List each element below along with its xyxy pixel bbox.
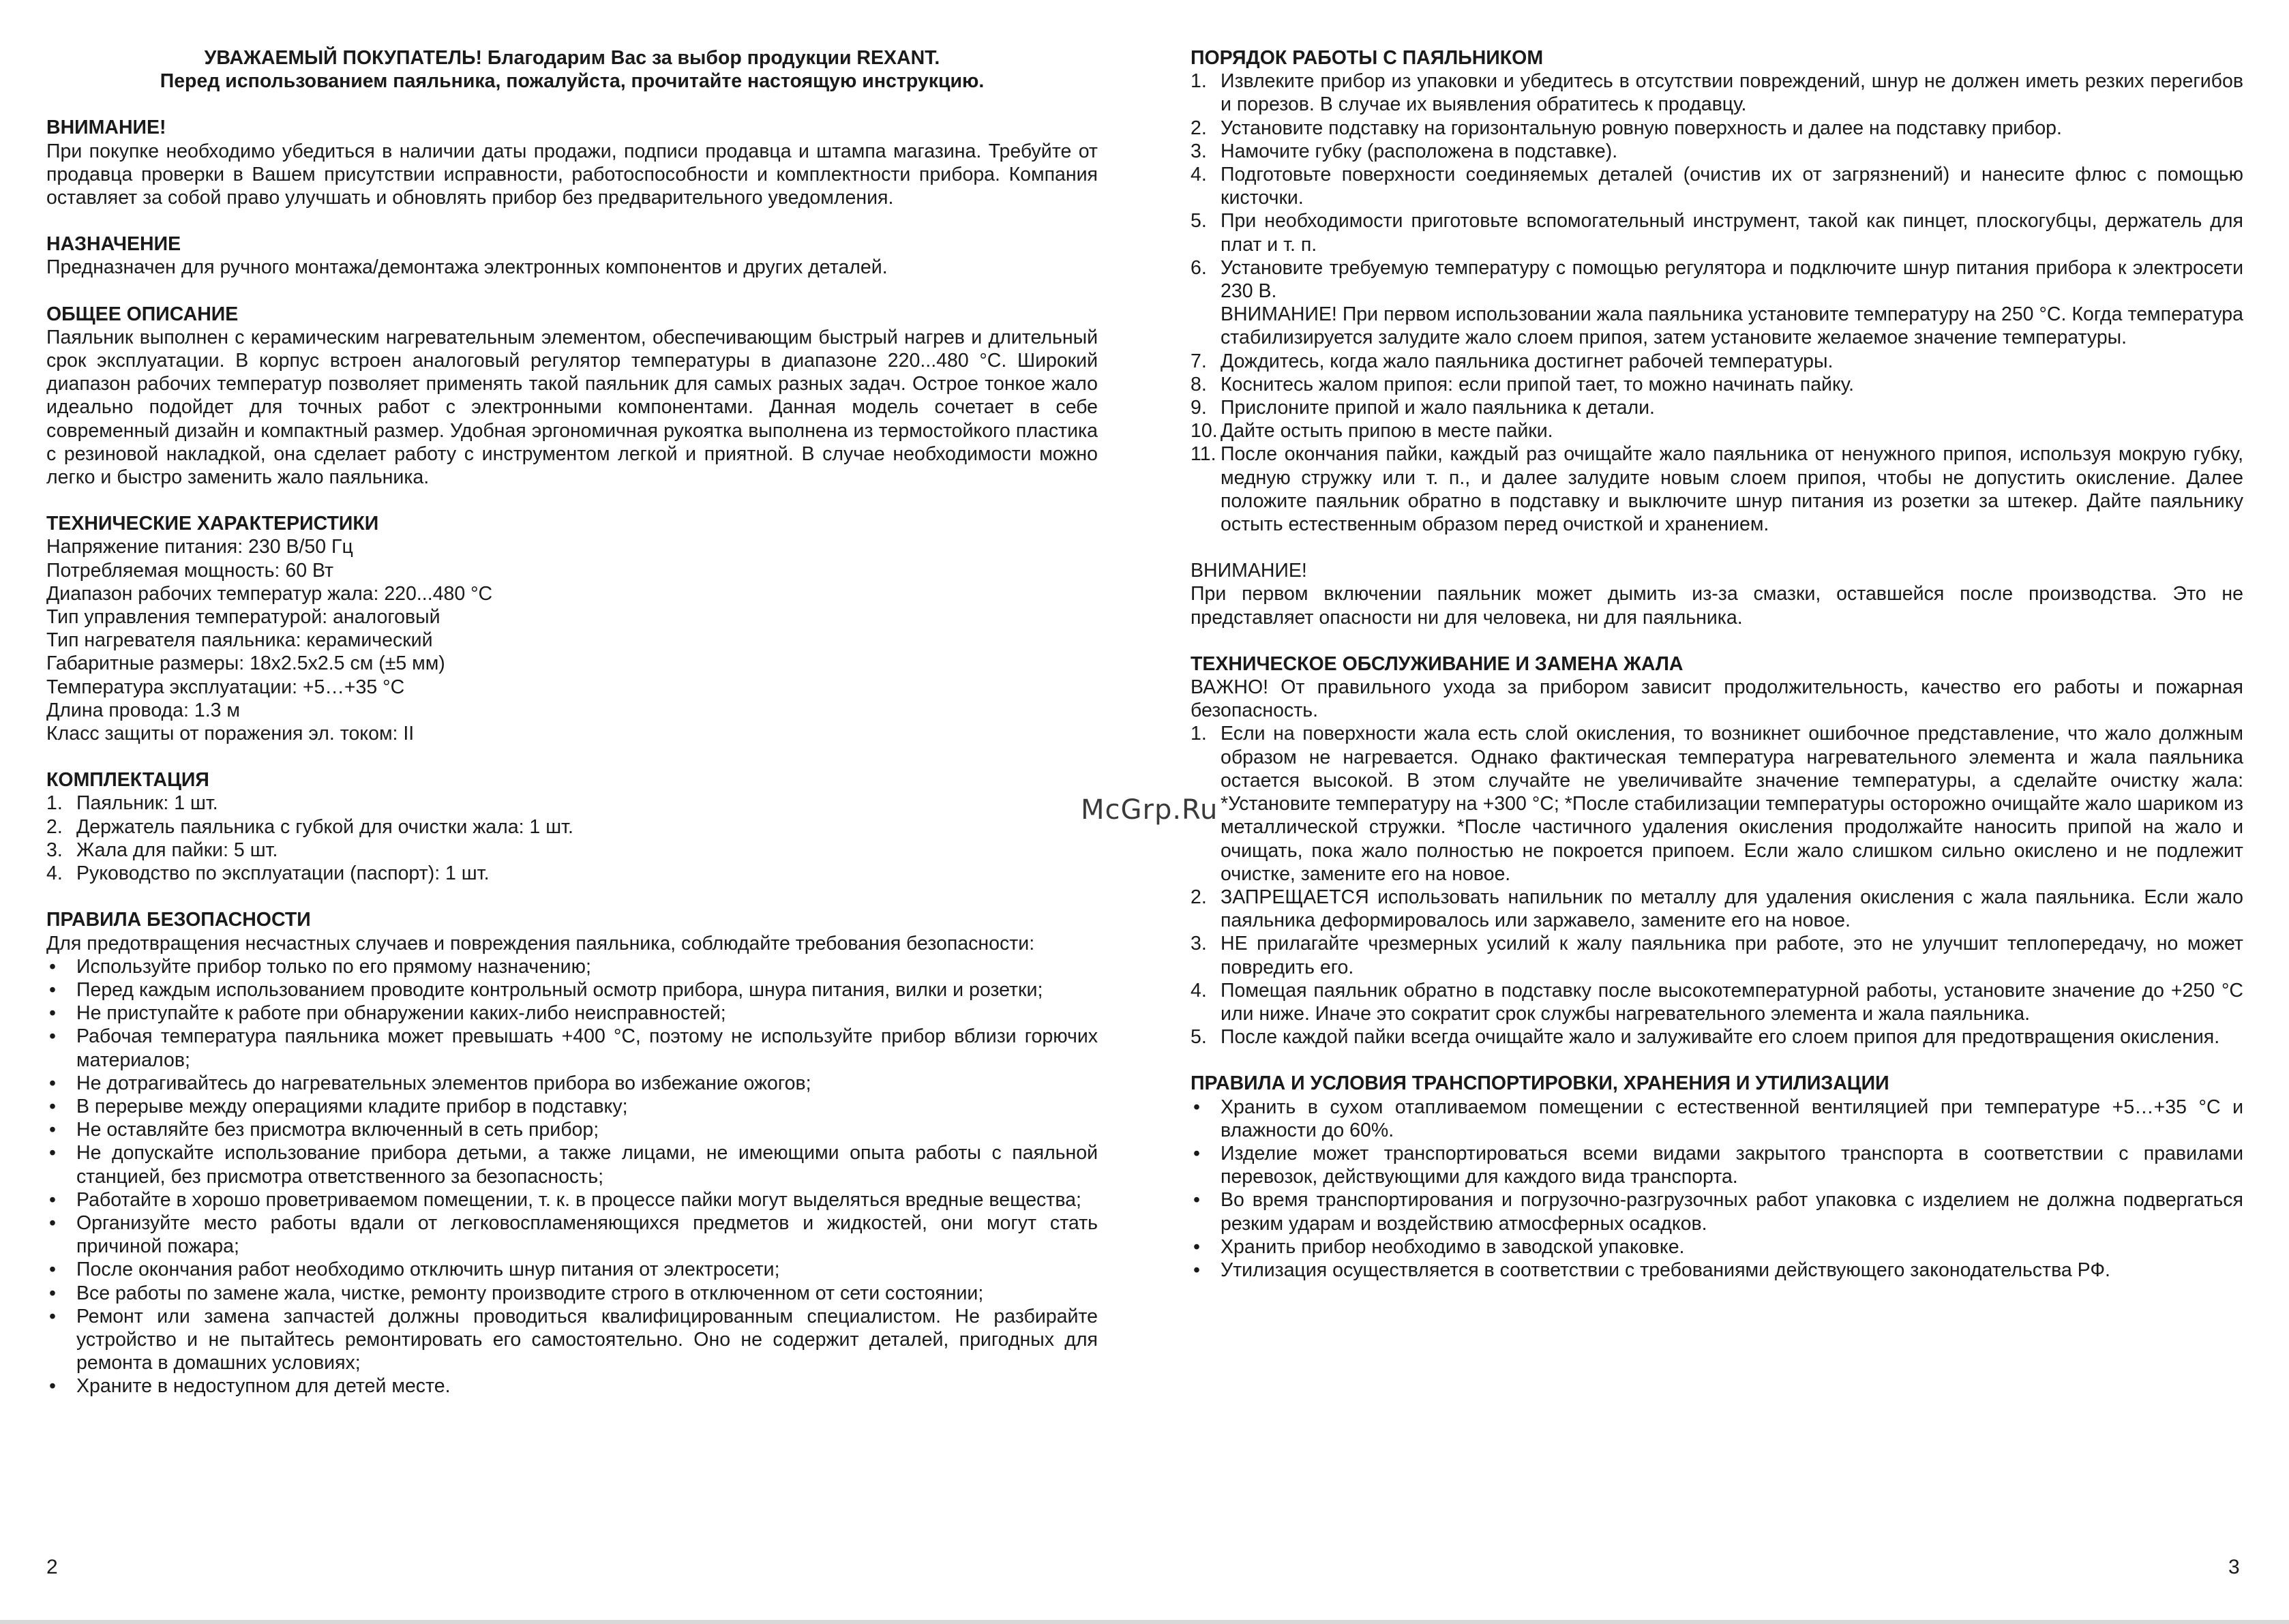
transport-item	[1191, 1259, 2243, 1282]
list-number: 6.	[1191, 256, 1207, 279]
intro-heading	[46, 46, 1098, 93]
maintenance-item	[1191, 932, 2243, 978]
procedure-step	[1191, 209, 2243, 256]
bullet-icon: •	[49, 1002, 56, 1025]
bottom-divider	[0, 1620, 2289, 1624]
transport-item-text: Хранить прибор необходимо в заводской упаковке.	[1221, 1235, 1685, 1258]
attention-section	[46, 116, 1098, 209]
spec-item: Тип управления температурой: аналоговый	[46, 606, 440, 629]
procedure-step-text: Подготовьте поверхности соединяемых деталей (очистив их от загрязнений) и нанесите флюс с помощью кисточки.	[1221, 164, 2243, 209]
procedure-list	[1191, 70, 2243, 536]
bullet-icon: •	[49, 1212, 56, 1234]
safety-item-text: Храните в недоступном для детей месте.	[76, 1375, 451, 1398]
safety-item	[46, 978, 1098, 1002]
kit-item-text: Руководство по эксплуатации (паспорт): 1 шт.	[76, 862, 490, 885]
procedure-step-text: Прислоните припой и жало паяльника к детали.	[1221, 397, 1655, 419]
safety-item	[46, 955, 1098, 978]
safety-item	[46, 1282, 1098, 1305]
bullet-icon: •	[49, 1119, 56, 1141]
safety-item-text: Перед каждым использованием проводите контрольный осмотр прибора, шнура питания, вилки и розетки;	[76, 978, 1043, 1001]
bullet-icon: •	[49, 1282, 56, 1304]
procedure-step	[1191, 419, 2243, 442]
list-number: 2.	[46, 815, 63, 838]
bullet-icon: •	[1193, 1259, 1200, 1281]
safety-item	[46, 1072, 1098, 1095]
list-number: 5.	[1191, 210, 1207, 232]
bullet-icon: •	[49, 1095, 56, 1117]
kit-list	[46, 792, 1098, 885]
list-number: 9.	[1191, 397, 1207, 419]
bullet-icon: •	[1193, 1189, 1200, 1212]
bullet-icon: •	[49, 1259, 56, 1281]
maintenance-item	[1191, 979, 2243, 1025]
safety-item	[46, 1258, 1098, 1281]
list-number: 1.	[46, 792, 63, 815]
spec-item: Диапазон рабочих температур жала: 220...480 °С	[46, 582, 493, 605]
transport-item	[1191, 1142, 2243, 1188]
maintenance-intro: ВАЖНО! От правильного ухода за прибором зависит продолжительность, качество его работы и пожарная безопасность.	[1191, 676, 2243, 722]
spec-item: Длина провода: 1.3 м	[46, 699, 240, 721]
safety-item	[46, 1374, 1098, 1398]
purpose-title: НАЗНАЧЕНИЕ	[46, 233, 181, 256]
safety-item-text: Работайте в хорошо проветриваемом помещении, т. к. в процессе пайки могут выделяться вредные вещества;	[76, 1188, 1081, 1211]
kit-item	[46, 839, 1098, 862]
general-description-title: ОБЩЕЕ ОПИСАНИЕ	[46, 303, 239, 325]
list-number: 3.	[46, 839, 63, 861]
list-number: 2.	[1191, 886, 1207, 908]
safety-item-text: Используйте прибор только по его прямому назначению;	[76, 955, 591, 978]
attention2-section	[1191, 559, 2243, 629]
transport-item	[1191, 1188, 2243, 1235]
page-number-left: 2	[46, 1556, 58, 1578]
safety-item-text: После окончания работ необходимо отключить шнур питания от электросети;	[76, 1259, 780, 1281]
general-description-section	[46, 303, 1098, 490]
safety-intro: Для предотвращения несчастных случаев и повреждения паяльника, соблюдайте требования безопасности:	[46, 932, 1035, 954]
maintenance-item-text: НЕ прилагайте чрезмерных усилий к жалу паяльника при работе, это не улучшит теплопередачу, но может повредить его.	[1221, 933, 2243, 978]
procedure-step-text: Установите требуемую температуру с помощью регулятора и подключите шнур питания прибора к электросети 230 В.	[1221, 256, 2243, 303]
kit-item	[46, 792, 1098, 815]
maintenance-title: ТЕХНИЧЕСКОЕ ОБСЛУЖИВАНИЕ И ЗАМЕНА ЖАЛА	[1191, 652, 1684, 675]
procedure-step	[1191, 350, 2243, 373]
page-number-right: 3	[2228, 1556, 2240, 1578]
specs-title: ТЕХНИЧЕСКИЕ ХАРАКТЕРИСТИКИ	[46, 513, 379, 535]
kit-item	[46, 862, 1098, 885]
bullet-icon: •	[1193, 1142, 1200, 1164]
safety-item	[46, 1095, 1098, 1118]
transport-item-text: Утилизация осуществляется в соответствии с требованиями действующего законодательства РФ.	[1221, 1259, 2110, 1281]
transport-item-text: Во время транспортирования и погрузочно-разгрузочных работ упаковка с изделием не должна подвергаться резким ударам и воздействию атмосферных осадков.	[1221, 1189, 2243, 1235]
transport-title: ПРАВИЛА И УСЛОВИЯ ТРАНСПОРТИРОВКИ, ХРАНЕНИЯ И УТИЛИЗАЦИИ	[1191, 1072, 1889, 1095]
transport-item	[1191, 1096, 2243, 1142]
spec-item: Потребляемая мощность: 60 Вт	[46, 559, 334, 582]
safety-item	[46, 1212, 1098, 1258]
spec-item: Габаритные размеры: 18х2.5х2.5 см (±5 мм)	[46, 652, 445, 675]
maintenance-section	[1191, 652, 2243, 1049]
safety-item-text: Не приступайте к работе при обнаружении каких-либо неисправностей;	[76, 1002, 726, 1025]
spec-item: Напряжение питания: 230 В/50 Гц	[46, 536, 353, 558]
safety-item-text: Не допускайте использование прибора детьми, а также лицами, не имеющими опыта работы с паяльной станцией, без присмотра ответственного за безопасность;	[76, 1142, 1098, 1188]
left-page	[46, 46, 1098, 1398]
safety-item	[46, 1188, 1098, 1212]
bullet-icon: •	[1193, 1096, 1200, 1118]
attention-title: ВНИМАНИЕ!	[46, 117, 166, 139]
safety-item-text: Ремонт или замена запчастей должны проводиться квалифицированным специалистом. Не разбирайте устройство и не пытайтесь ремонтировать его самостоятельно. Оно не содержит деталей, пригодных для ремонта в домашних условиях;	[76, 1305, 1098, 1374]
list-number: 1.	[1191, 70, 1207, 93]
maintenance-item-text: ЗАПРЕЩАЕТСЯ использовать напильник по металлу для удаления окисления с жала паяльника. Если жало паяльника деформировалось или заржавело, замените его на новое.	[1221, 886, 2243, 932]
safety-item	[46, 1118, 1098, 1141]
bullet-icon: •	[49, 955, 56, 978]
procedure-title: ПОРЯДОК РАБОТЫ С ПАЯЛЬНИКОМ	[1191, 47, 1544, 69]
intro-line-2: Перед использованием паяльника, пожалуйста, прочитайте настоящую инструкцию.	[160, 70, 985, 93]
list-number: 11.	[1191, 443, 1216, 466]
attention-text: При покупке необходимо убедиться в наличии даты продажи, подписи продавца и штампа магазина. Требуйте от продавца проверки в Вашем присутствии исправности, работоспособности и комплектности прибора. Компания оставляет за собой право улучшать и обновлять прибор без предварительного уведомления.	[46, 140, 1098, 209]
procedure-step-text: Дождитесь, когда жало паяльника достигнет рабочей температуры.	[1221, 350, 1834, 372]
procedure-step-text: При необходимости приготовьте вспомогательный инструмент, такой как пинцет, плоскогубцы, держатель для плат и т. п.	[1221, 210, 2243, 256]
procedure-step-text: Намочите губку (расположена в подставке).	[1221, 140, 1618, 162]
procedure-step	[1191, 163, 2243, 209]
transport-item-text: Хранить в сухом отапливаемом помещении с естественной вентиляцией при температуре +5…+35 °С и влажности до 60%.	[1221, 1096, 2243, 1141]
watermark: McGrp.Ru	[1081, 794, 1218, 826]
list-number: 7.	[1191, 350, 1207, 372]
procedure-step	[1191, 117, 2243, 140]
procedure-step	[1191, 70, 2243, 116]
procedure-step	[1191, 256, 2243, 350]
right-page	[1191, 46, 2243, 1282]
maintenance-item	[1191, 886, 2243, 932]
list-number: 4.	[1191, 164, 1207, 186]
spec-item: Класс защиты от поражения эл. током: II	[46, 723, 415, 745]
general-description-text: Паяльник выполнен с керамическим нагревательным элементом, обеспечивающим быстрый нагрев и длительный срок эксплуатации. В корпус встроен аналоговый регулятор температуры в диапазоне 220...480 °С. Широкий диапазон рабочих температур позволяет применять такой паяльник для самых разных задач. Острое тонкое жало идеально подойдет для точных работ с электронными компонентами. Данная модель сочетает в себе современный дизайн и компактный размер. Удобная эргономичная рукоятка выполнена из термостойкого пластика с резиновой накладкой, она сделает работу с инструментом легкой и приятной. В случае необходимости можно легко и быстро заменить жало паяльника.	[46, 326, 1098, 489]
transport-list	[1191, 1096, 2243, 1282]
procedure-step	[1191, 373, 2243, 396]
kit-item-text: Держатель паяльника с губкой для очистки жала: 1 шт.	[76, 815, 573, 838]
bullet-icon: •	[49, 1072, 56, 1094]
safety-title: ПРАВИЛА БЕЗОПАСНОСТИ	[46, 909, 311, 931]
procedure-step-text: Дайте остыть припою в месте пайки.	[1221, 420, 1553, 442]
procedure-step-note: ВНИМАНИЕ! При первом использовании жала паяльника установите температуру на 250 °С. Когда температура стабилизируется залудите жало слоем припоя, затем установите желаемое значение температуры.	[1221, 303, 2243, 349]
list-number: 8.	[1191, 373, 1207, 395]
maintenance-list	[1191, 722, 2243, 1049]
list-number: 4.	[1191, 979, 1207, 1002]
safety-item-text: Не оставляйте без присмотра включенный в сеть прибор;	[76, 1119, 599, 1141]
procedure-step-text: Извлеките прибор из упаковки и убедитесь в отсутствии повреждений, шнур не должен иметь резких перегибов и порезов. В случае их выявления обратитесь к продавцу.	[1221, 70, 2243, 116]
maintenance-item-text: Если на поверхности жала есть слой окисления, то возникнет ошибочное представление, что жало должным образом не нагревается. Однако фактическая температура нагревательного элемента и жала паяльника остается высокой. В этом случайте не увеличивайте значение температуры, а сделайте очистку жала: *Установите температуру на +300 °С; *После стабилизации температуры осторожно очищайте жало шариком из металлической стружки. *После частичного удаления окисления продолжайте наносить припой на жало и очищать, пока жало полностью не покроется припоем. Если жало слишком сильно окислено и не подлежит очистке, замените его на новое.	[1221, 723, 2243, 885]
maintenance-item	[1191, 722, 2243, 885]
procedure-step	[1191, 442, 2243, 536]
safety-item-text: Рабочая температура паяльника может превышать +400 °С, поэтому не используйте прибор вблизи горючих материалов;	[76, 1025, 1098, 1071]
purpose-text: Предназначен для ручного монтажа/демонтажа электронных компонентов и других деталей.	[46, 256, 888, 279]
kit-section	[46, 768, 1098, 885]
bullet-icon: •	[49, 1188, 56, 1211]
transport-section	[1191, 1072, 2243, 1282]
attention2-text: При первом включении паяльник может дымить из-за смазки, оставшейся после производства. Это не представляет опасности ни для человека, ни для паяльника.	[1191, 583, 2243, 629]
safety-item-text: Организуйте место работы вдали от легковоспламеняющихся предметов и жидкостей, они могут стать причиной пожара;	[76, 1212, 1098, 1258]
safety-list	[46, 955, 1098, 1398]
kit-item-text: Жала для пайки: 5 шт.	[76, 839, 278, 861]
bullet-icon: •	[49, 1375, 56, 1398]
procedure-section	[1191, 46, 2243, 536]
bullet-icon: •	[49, 1305, 56, 1327]
transport-item	[1191, 1235, 2243, 1259]
kit-item-text: Паяльник: 1 шт.	[76, 792, 218, 815]
safety-item-text: В перерыве между операциями кладите прибор в подставку;	[76, 1095, 628, 1117]
bullet-icon: •	[49, 1025, 56, 1048]
safety-item	[46, 1305, 1098, 1375]
procedure-step-text: После окончания пайки, каждый раз очищайте жало паяльника от ненужного припоя, используя мокрую губку, медную стружку или т. п., и далее залудите новым слоем припоя, чтобы не допустить окисление. Далее положите паяльник обратно в подставку и выключите шнур питания из розетки за штекер. Дайте паяльнику остыть естественным образом перед очисткой и хранением.	[1221, 443, 2243, 536]
maintenance-item-text: Помещая паяльник обратно в подставку после высокотемпературной работы, установите значение до +250 °С или ниже. Иначе это сократит срок службы нагревательного элемента и жала паяльника.	[1221, 979, 2243, 1025]
maintenance-item	[1191, 1025, 2243, 1049]
spec-item: Тип нагревателя паяльника: керамический	[46, 629, 433, 652]
list-number: 3.	[1191, 933, 1207, 955]
list-number: 10.	[1191, 420, 1218, 442]
safety-item	[46, 1141, 1098, 1188]
safety-item	[46, 1002, 1098, 1025]
list-number: 3.	[1191, 140, 1207, 162]
safety-item	[46, 1025, 1098, 1071]
bullet-icon: •	[49, 1142, 56, 1164]
list-number: 5.	[1191, 1026, 1207, 1049]
bullet-icon: •	[49, 978, 56, 1001]
safety-item-text: Все работы по замене жала, чистке, ремонту производите строго в отключенном от сети состоянии;	[76, 1282, 984, 1304]
kit-item	[46, 815, 1098, 839]
intro-line-1: УВАЖАЕМЫЙ ПОКУПАТЕЛЬ! Благодарим Вас за выбор продукции REXANT.	[204, 47, 940, 69]
attention2-title: ВНИМАНИЕ!	[1191, 560, 1307, 582]
safety-item-text: Не дотрагивайтесь до нагревательных элементов прибора во избежание ожогов;	[76, 1072, 811, 1094]
transport-item-text: Изделие может транспортироваться всеми видами закрытого транспорта в соответствии с правилами перевозок, действующими для каждого вида транспорта.	[1221, 1142, 2243, 1188]
kit-title: КОМПЛЕКТАЦИЯ	[46, 769, 209, 792]
procedure-step	[1191, 396, 2243, 419]
spec-item: Температура эксплуатации: +5…+35 °С	[46, 676, 405, 698]
specs-list	[46, 535, 1098, 745]
procedure-step-text: Коснитесь жалом припоя: если припой тает, то можно начинать пайку.	[1221, 373, 1855, 395]
bullet-icon: •	[1193, 1235, 1200, 1258]
list-number: 1.	[1191, 723, 1207, 745]
safety-section	[46, 908, 1098, 1398]
procedure-step-text: Установите подставку на горизонтальную ровную поверхность и далее на подставку прибор.	[1221, 117, 2062, 139]
procedure-step	[1191, 140, 2243, 163]
specs-section	[46, 512, 1098, 745]
list-number: 4.	[46, 862, 63, 885]
maintenance-item-text: После каждой пайки всегда очищайте жало и залуживайте его слоем припоя для предотвращения окисления.	[1221, 1026, 2220, 1049]
list-number: 2.	[1191, 117, 1207, 139]
purpose-section	[46, 232, 1098, 279]
